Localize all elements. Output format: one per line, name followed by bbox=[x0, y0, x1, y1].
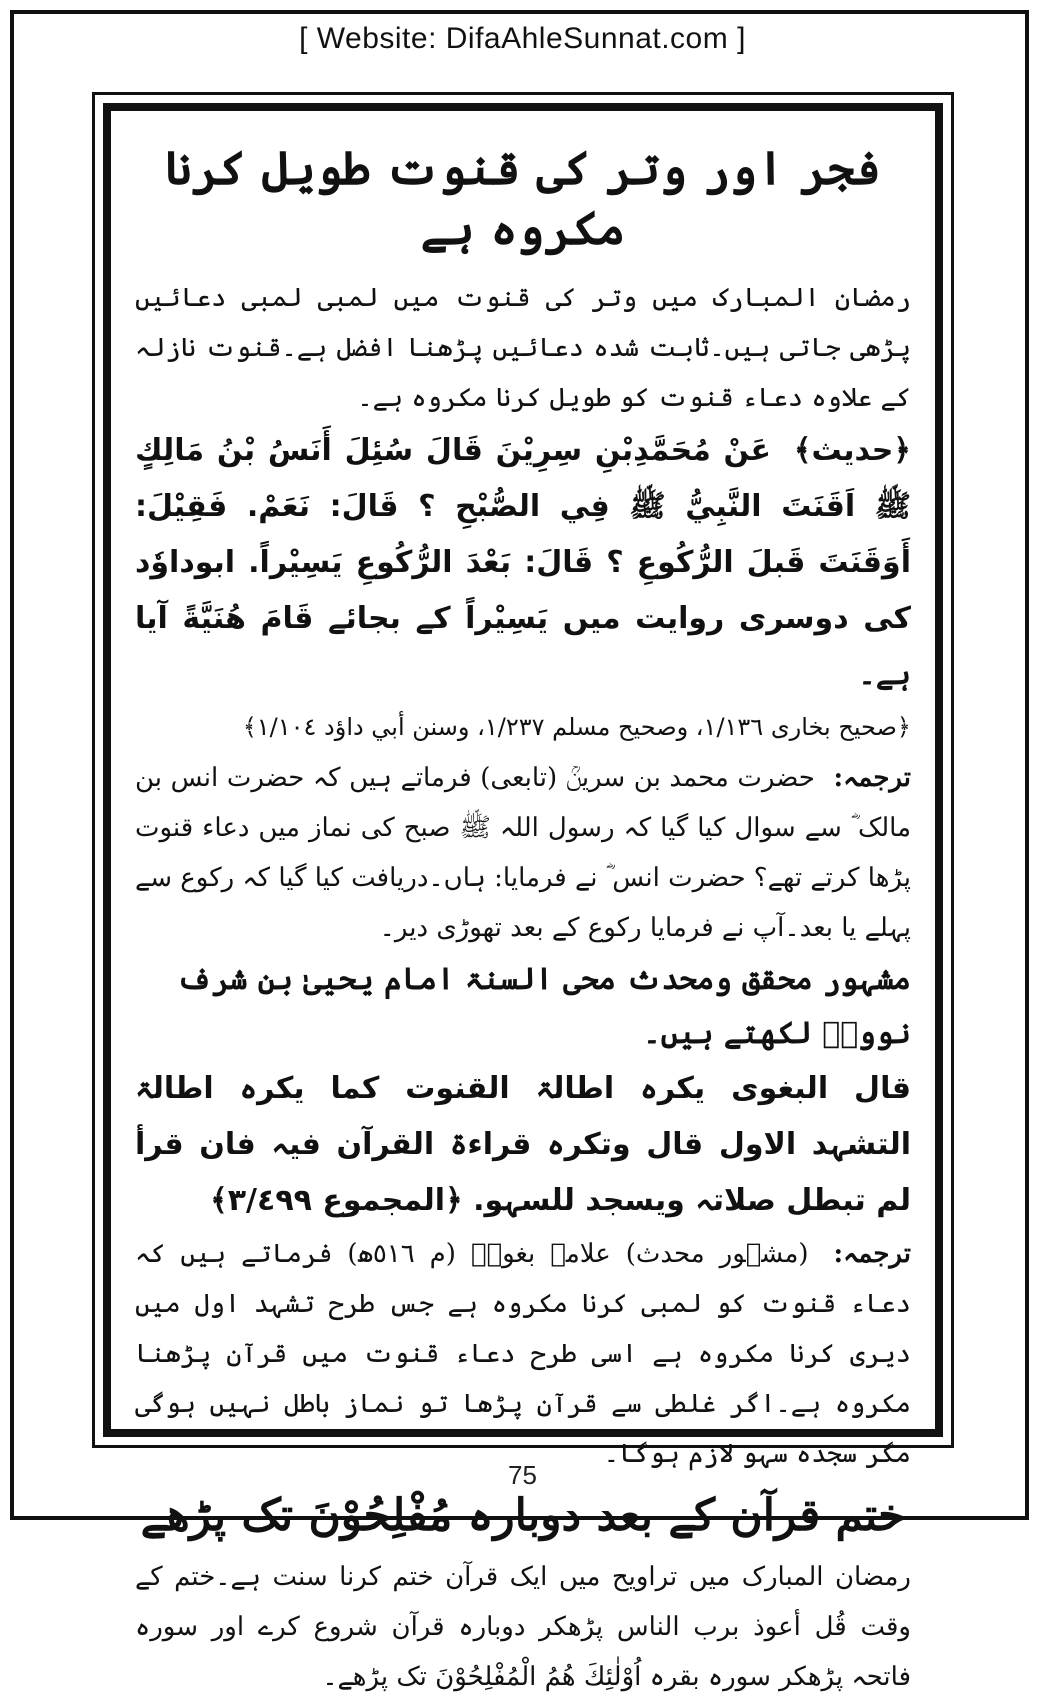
section-heading-qunut: فجر اور وتر کی قنوت طویل کرنا مکروہ ہے bbox=[164, 141, 881, 255]
intro-paragraph: رمضان المبارک میں وتر کی قنوت میں لمبی لمبی دعائیں پڑھی جاتی ہیں۔ثابت شدہ دعائیں پڑھنا افضل ہے۔قنوت نازلہ کے علاوہ دعاء قنوت کو طویل کرنا مکروہ ہے۔ bbox=[135, 282, 911, 413]
translation-paragraph-2 bbox=[135, 1229, 911, 1479]
hadith-text: عَنْ مُحَمَّدِبْنِ سِرِيْنَ قَالَ سُئِلَ أَنَسُ بْنُ مَالِكٍ ﷺ اَقَنَتَ النَّبِيُّ ﷺ فِي الصُّبْحِ ؟ قَالَ: نَعَمْ. فَقِيْلَ: أَوَقَنَتَ قَبلَ الرُّكُوعِ ؟ قَالَ: بَعْدَ الرُّكُوعِ يَسِيْراً. ابوداوٗد کی دوسری روایت میں يَسِيْراً کے بجائے قَامَ هُنَيَّةً آیا ہے۔ bbox=[135, 432, 911, 692]
hadith-block bbox=[135, 423, 911, 703]
page-number: 75 bbox=[508, 1460, 537, 1490]
translation-paragraph-1 bbox=[135, 753, 911, 953]
hadith-reference: ﴿صحيح بخاری ١/١٣٦، وصحيح مسلم ١/٢٣٧، وسنن أبي داؤد ١/١٠٤﴾ bbox=[242, 712, 911, 741]
hadith-label: ﴿حدیث﴾ bbox=[793, 432, 911, 468]
translation-label-2: ترجمہ: bbox=[833, 1238, 912, 1269]
translation-text-1: حضرت محمد بن سرینؒ (تابعی) فرماتے ہیں کہ حضرت انس بن مالک ؓ سے سوال کیا گیا کہ رسول اللہ ﷺ صبح کی نماز میں دعاء قنوت پڑھا کرتے تھے؟ حضرت انس ؓ نے فرمایا: ہاں۔دریافت کیا گیا کہ رکوع سے پہلے یا بعد۔آپ نے فرمایا رکوع کے بعد تھوڑی دیر۔ bbox=[135, 762, 912, 943]
website-header: [ Website: DifaAhleSunnat.com ] bbox=[299, 22, 746, 55]
khatm-paragraph: رمضان المبارک میں تراویح میں ایک قرآن ختم کرنا سنت ہے۔ختم کے وقت قُل أعوذ برب الناس پڑھکر دوبارہ قرآن شروع کرے اور سورہ فاتحہ پڑھکر سورہ بقرہ اُوْلٰئِكَ هُمُ الْمُفْلِحُوْنَ تک پڑھے۔ bbox=[135, 1561, 911, 1692]
translation-label-1: ترجمہ: bbox=[833, 762, 912, 793]
nawawi-intro: مشہور محقق ومحدث محی السنۃ امام یحییٰ بن شرف نوویؒ لکھتے ہیں۔ bbox=[177, 961, 911, 1051]
section-heading-khatm: ختم قرآن کے بعد دوبارہ مُفْلِحُوْنَ تک پڑھے bbox=[140, 1489, 906, 1541]
arabic-quote: قال البغوی یکرہ اطالۃ القنوت کما یکرہ اطالۃ التشہد الاول قال وتکرہ قراءۃ القرآن فیہ فان قرأ لم تبطل صلاتہ ویسجد للسہو. ﴿المجموع ٣/٤٩٩﴾ bbox=[135, 1070, 911, 1218]
translation-text-2: (مشہور محدث) علامہ بغویؒ (م ٥١٦ھ) فرماتے ہیں کہ دعاء قنوت کو لمبی کرنا مکروہ ہے جس طرح تشہد اول میں دیری کرنا مکروہ ہے اسی طرح دعاء قنوت میں قرآن پڑھنا مکروہ ہے۔اگر غلطی سے قرآن پڑھا تو نماز باطل نہیں ہوگی مگر سجدہ سہو لازم ہوگا۔ bbox=[135, 1238, 911, 1469]
